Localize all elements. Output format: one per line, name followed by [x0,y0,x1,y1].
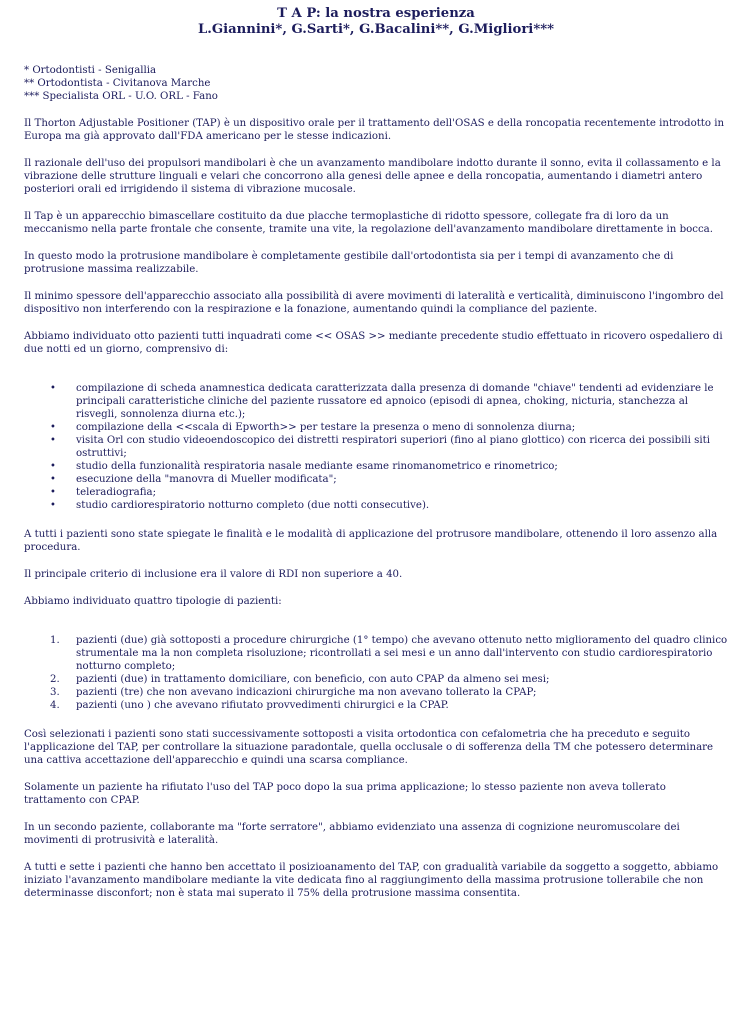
list-item [24,473,728,486]
affiliation: ** Ortodontista - Civitanova Marche [24,78,211,89]
list-number: 4. [50,700,60,711]
authors-line: L.Giannini*, G.Sarti*, G.Bacalini**, G.Migliori*** [197,22,555,37]
paragraph: Il razionale dell'uso dei propulsori mandibolari è che un avanzamento mandibolare indotto durante il sonno, evita il collassamento e la vibrazione delle strutture linguali e velari che concorrono alla genesi delle apnee e della roncopatia, aumentando i diametri antero posteriori orali ed irrigidendo il sistema di vibrazione mucosale. [24,158,721,195]
list-item-text: studio della funzionalità respiratoria nasale mediante esame rinomanometrico e rinometrico; [76,461,558,472]
list-item-text: visita Orl con studio videoendoscopico dei distretti respiratori superiori (fino al piano glottico) con ricerca dei possibili siti ostruttivi; [76,435,710,459]
list-item-text: esecuzione della "manovra di Mueller modificata"; [76,474,337,485]
paragraph: A tutti i pazienti sono state spiegate le finalità e le modalità di applicazione del protrusore mandibolare, ottenendo il loro assenzo alla procedura. [24,529,718,553]
numbered-list [24,634,728,712]
list-item [24,486,728,499]
bullet-marker: • [50,487,56,498]
bullet-marker: • [50,383,56,394]
list-item-text: pazienti (due) già sottoposti a procedure chirurgiche (1° tempo) che avevano ottenuto netto miglioramento del quadro clinico strumentale ma la non completa risoluzione; ricontrollati a sei mesi e un anno dall'intervento con studio cardiorespiratorio notturno completo; [76,635,728,672]
affiliation: *** Specialista ORL - U.O. ORL - Fano [24,91,218,102]
list-number: 1. [50,635,60,646]
paragraph: In questo modo la protrusione mandibolare è completamente gestibile dall'ortodontista sia per i tempi di avanzamento che di protrusione massima realizzabile. [24,251,674,275]
bullet-marker: • [50,474,56,485]
list-number: 3. [50,687,60,698]
list-item [24,499,728,512]
paragraph: Il minimo spessore dell'apparecchio associato alla possibilità di avere movimenti di lateralità e verticalità, diminuiscono l'ingombro del dispositivo non interferendo con la respirazione e la fonazione, aumentando quindi la compliance del paziente. [24,291,724,315]
paragraph: A tutti e sette i pazienti che hanno ben accettato il posizioanamento del TAP, con gradualità variabile da soggetto a soggetto, abbiamo iniziato l'avanzamento mandibolare mediante la vite dedicata fino al raggiungimento della massima protrusione tollerabile che non determinasse disconfort; non è stata mai superato il 75% della protrusione massima consentita. [24,862,719,899]
list-item [24,460,728,473]
list-item [24,673,728,686]
list-item-text: pazienti (uno ) che avevano rifiutato provvedimenti chirurgici e la CPAP. [76,700,449,711]
list-item-text: compilazione della <<scala di Epworth>> per testare la presenza o meno di sonnolenza diurna; [76,422,576,433]
list-item-text: pazienti (tre) che non avevano indicazioni chirurgiche ma non avevano tollerato la CPAP; [76,687,537,698]
list-item [24,634,728,673]
list-item [24,421,728,434]
paragraph: Solamente un paziente ha rifiutato l'uso del TAP poco dopo la sua prima applicazione; lo stesso paziente non aveva tollerato trattamento con CPAP. [24,782,666,806]
affiliation: * Ortodontisti - Senigallia [24,65,157,76]
bullet-marker: • [50,422,56,433]
bullet-list [24,382,728,512]
list-item [24,434,728,460]
list-item-text: pazienti (due) in trattamento domiciliare, con beneficio, con auto CPAP da almeno sei mesi; [76,674,550,685]
paragraph: Il Tap è un apparecchio bimascellare costituito da due placche termoplastiche di ridotto spessore, collegate fra di loro da un meccanismo nella parte frontale che consente, tramite una vite, la regolazione dell'avanzamento mandibolare direttamente in bocca. [24,211,713,235]
paragraph: In un secondo paziente, collaborante ma "forte serratore", abbiamo evidenziato una assenza di cognizione neuromuscolare dei movimenti di protrusività e lateralità. [24,822,680,846]
paragraph: Abbiamo individuato otto pazienti tutti inquadrati come << OSAS >> mediante precedente studio effettuato in ricovero ospedaliero di due notti ed un giorno, comprensivo di: [24,331,723,355]
paragraph: Così selezionati i pazienti sono stati successivamente sottoposti a visita ortodontica con cefalometria che ha preceduto e seguito l'applicazione del TAP, per controllare la situazione paradontale, quella occlusale o di sofferenza della TM che potessero determinare una cattiva accettazione dell'apparecchio e quindi una scarsa compliance. [24,729,714,766]
document-title [24,6,728,38]
paragraph: Il Thorton Adjustable Positioner (TAP) è un dispositivo orale per il trattamento dell'OSAS e della roncopatia recentemente introdotto in Europa ma già approvato dall'FDA americano per le stesse indicazioni. [24,118,725,142]
document-page [24,6,728,900]
title-line: T A P: la nostra esperienza [277,6,475,21]
list-item [24,686,728,699]
bullet-marker: • [50,500,56,511]
list-item [24,699,728,712]
affiliations [24,64,728,103]
paragraph: Il principale criterio di inclusione era il valore di RDI non superiore a 40. [24,569,403,580]
list-item-text: studio cardiorespiratorio notturno completo (due notti consecutive). [76,500,430,511]
list-item [24,382,728,421]
paragraph: Abbiamo individuato quattro tipologie di pazienti: [24,596,282,607]
list-item-text: teleradiografia; [76,487,157,498]
list-number: 2. [50,674,60,685]
bullet-marker: • [50,461,56,472]
bullet-marker: • [50,435,56,446]
list-item-text: compilazione di scheda anamnestica dedicata caratterizzata dalla presenza di domande "chiave" tendenti ad evidenziare le principali caratteristiche cliniche del paziente russatore ed apnoico (episodi di apnea, choking, nicturia, stanchezza al risvegli, sonnolenza diurna etc.); [76,383,714,420]
